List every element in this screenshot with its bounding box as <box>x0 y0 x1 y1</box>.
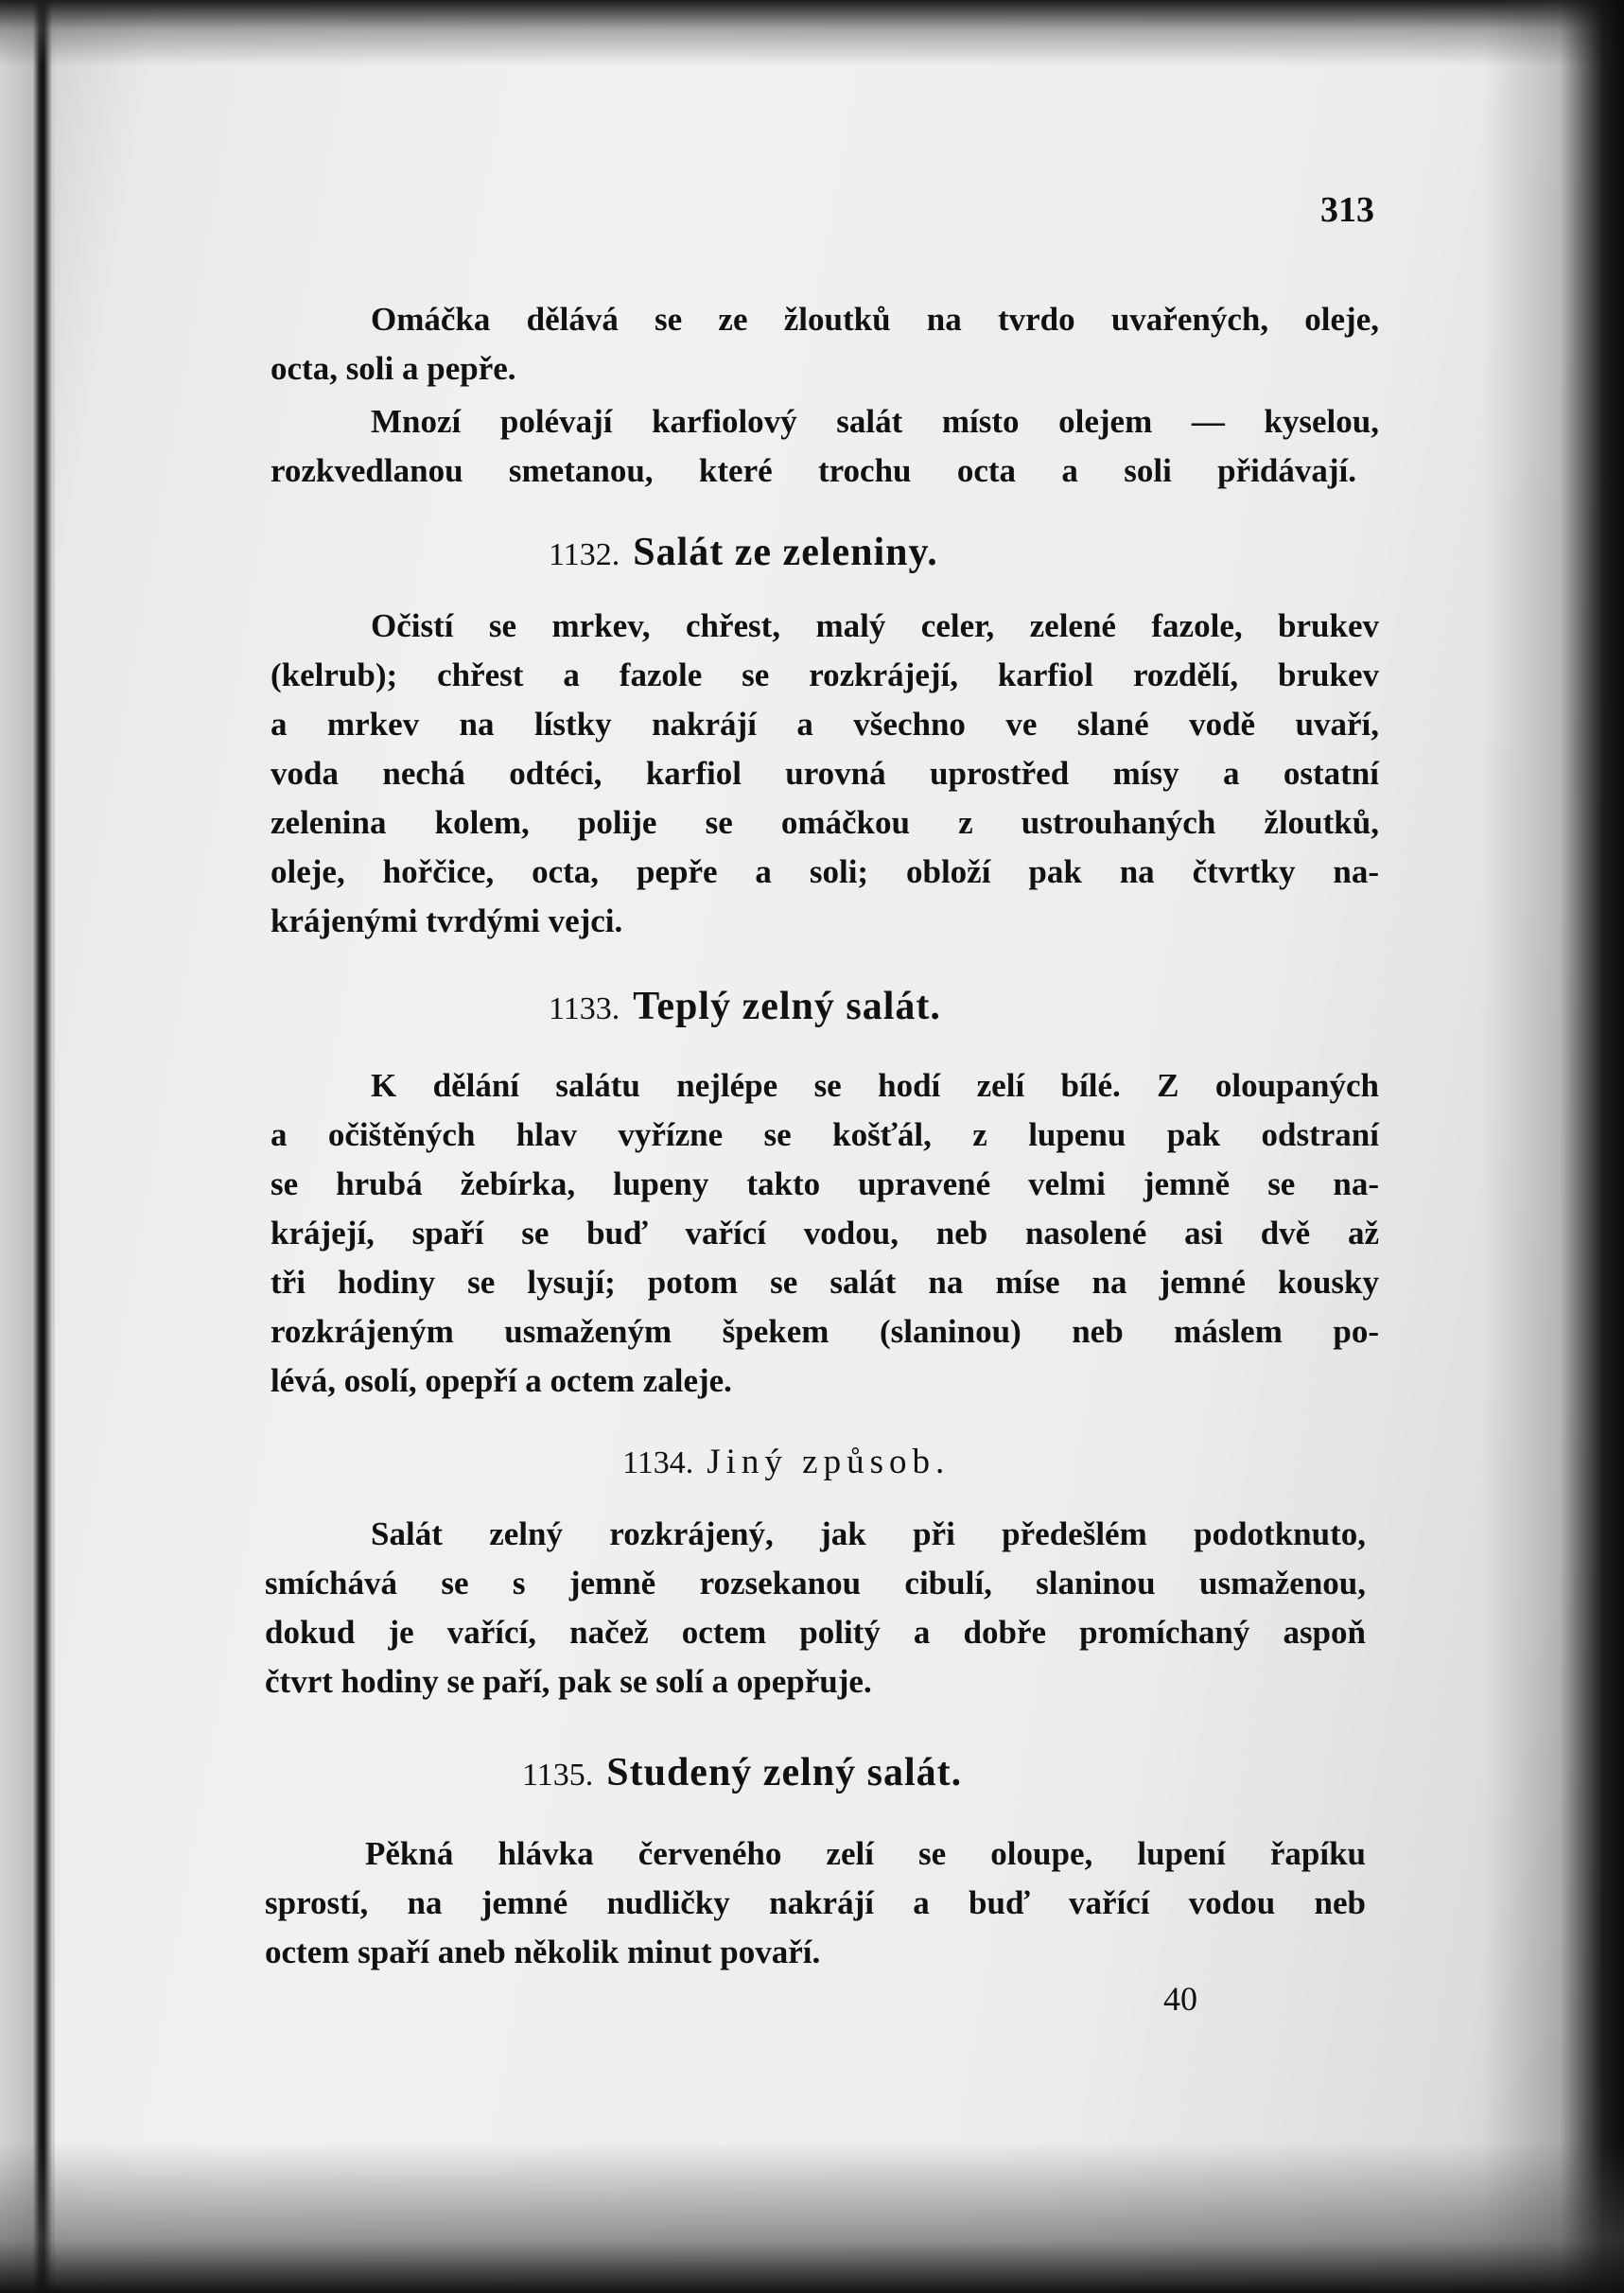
section-number: 1135. <box>522 1758 594 1793</box>
paragraph-line: voda nechá odtéci, karfiol urovná uprostřed mísy a ostatní <box>271 755 1379 792</box>
section-title: Studený zelný salát. <box>606 1751 963 1794</box>
paragraph-line: (kelrub); chřest a fazole se rozkrájejí, karfiol rozdělí, brukev <box>271 656 1379 693</box>
bottom-edge-shadow <box>0 2142 1624 2293</box>
section-heading <box>622 1442 950 1482</box>
paragraph-line: Omáčka dělává se ze žloutků na tvrdo uvařených, oleje, <box>371 301 1379 338</box>
section-number: 1134. <box>622 1445 694 1480</box>
paragraph-line: krájejí, spaří se buď vařící vodou, neb nasolené asi dvě až <box>271 1215 1379 1252</box>
paragraph-line: čtvrt hodiny se paří, pak se solí a opepřuje. <box>265 1663 872 1700</box>
paragraph-line: a očištěných hlav vyřízne se košťál, z lupenu pak odstraní <box>271 1116 1379 1153</box>
section-heading <box>549 984 941 1029</box>
paragraph-line: rozkrájeným usmaženým špekem (slaninou) neb máslem po- <box>271 1313 1379 1350</box>
section-title: Jiný způsob. <box>707 1443 951 1481</box>
paragraph-line: Očistí se mrkev, chřest, malý celer, zelené fazole, brukev <box>371 607 1379 644</box>
page-number: 313 <box>1320 190 1374 230</box>
paragraph-line: se hrubá žebírka, lupeny takto upravené velmi jemně se na- <box>271 1165 1379 1202</box>
paragraph-line: K dělání salátu nejlépe se hodí zelí bílé. Z oloupaných <box>371 1067 1379 1104</box>
paragraph-line: a mrkev na lístky nakrájí a všechno ve slané vodě uvaří, <box>271 706 1379 743</box>
signature-mark: 40 <box>1163 1980 1197 2018</box>
paragraph-line: rozkvedlanou smetanou, které trochu octa a soli přidávají. <box>271 452 1356 489</box>
paragraph-line: tři hodiny se lysují; potom se salát na míse na jemné kousky <box>271 1264 1379 1301</box>
paragraph-line: octa, soli a pepře. <box>271 350 516 387</box>
section-heading <box>522 1750 962 1795</box>
paragraph-line: zelenina kolem, polije se omáčkou z ustrouhaných žloutků, <box>271 804 1379 841</box>
paragraph-line: octem spaří aneb několik minut povaří. <box>265 1934 821 1970</box>
paragraph-line: lévá, osolí, opepří a octem zaleje. <box>271 1362 732 1399</box>
book-spine-shadow <box>0 0 55 2293</box>
paragraph-line: Mnozí polévají karfiolový salát místo olejem — kyselou, <box>371 403 1379 440</box>
section-number: 1132. <box>549 537 620 572</box>
right-edge-shadow <box>1482 0 1624 2293</box>
paragraph-line: krájenými tvrdými vejci. <box>271 902 623 939</box>
paragraph-line: Pěkná hlávka červeného zelí se oloupe, lupení řapíku <box>365 1835 1366 1872</box>
paragraph-line: sprostí, na jemné nudličky nakrájí a buď vařící vodou neb <box>265 1884 1366 1921</box>
section-title: Teplý zelný salát. <box>633 985 941 1028</box>
paragraph-line: oleje, hořčice, octa, pepře a soli; obloží pak na čtvrtky na- <box>271 853 1379 890</box>
section-title: Salát ze zeleniny. <box>633 531 938 574</box>
paragraph-line: smíchává se s jemně rozsekanou cibulí, slaninou usmaženou, <box>265 1565 1366 1602</box>
section-heading <box>549 530 938 575</box>
paragraph-line: Salát zelný rozkrájený, jak při předešlém podotknuto, <box>371 1515 1366 1552</box>
paragraph-line: dokud je vařící, načež octem politý a dobře promíchaný aspoň <box>265 1614 1366 1651</box>
top-edge-shadow <box>0 0 1624 66</box>
section-number: 1133. <box>549 991 620 1026</box>
